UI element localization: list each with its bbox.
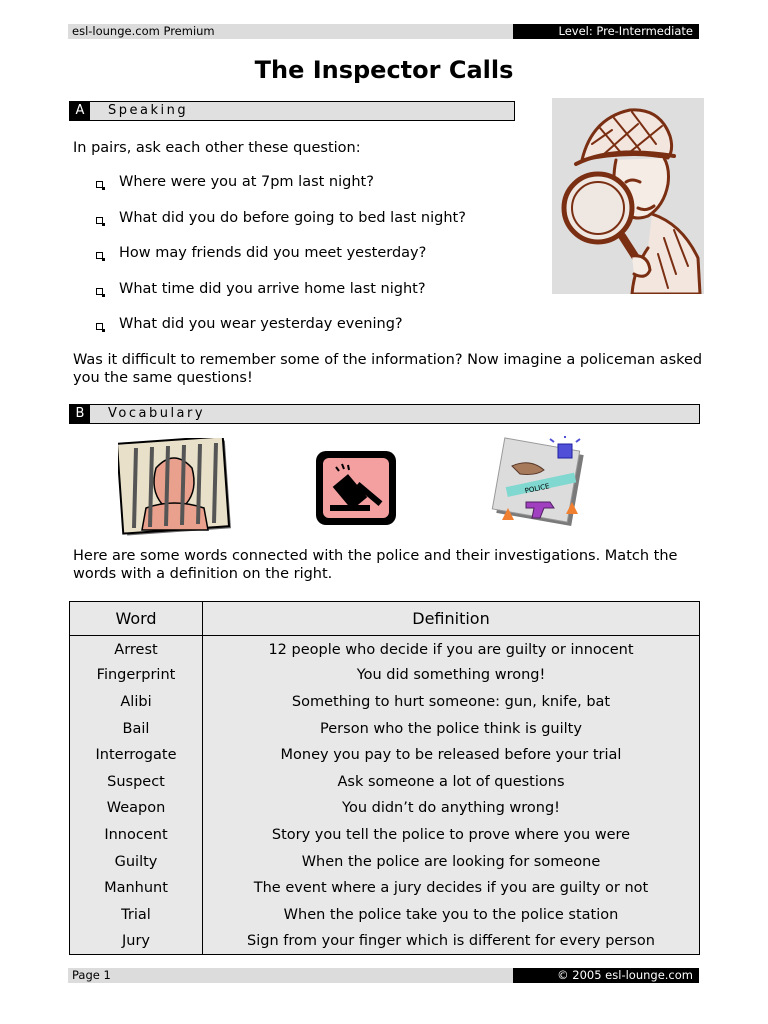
vocabulary-instructions: Here are some words connected with the police and their investigations. Match the words with a definition on the right. [73,548,678,582]
checkbox-bullet-icon [96,323,103,330]
definition-cell: You did something wrong! [203,662,700,689]
definition-cell: Sign from your finger which is different for every person [203,928,700,955]
word-cell: Trial [70,901,203,928]
header-brand: esl-lounge.com Premium [68,24,513,39]
table-row [70,822,700,849]
question-text: What did you wear yesterday evening? [119,316,403,332]
section-b-header [69,404,700,424]
page-number: Page 1 [68,968,513,983]
list-item [96,174,466,210]
word-cell: Fingerprint [70,662,203,689]
word-cell: Alibi [70,689,203,716]
definition-cell: Something to hurt someone: gun, knife, bat [203,689,700,716]
table-row [70,795,700,822]
checkbox-bullet-icon [96,217,103,224]
page-title: The Inspector Calls [254,56,514,84]
gavel-icon [312,447,400,529]
table-row [70,928,700,955]
question-text: What time did you arrive home last night? [119,280,426,297]
word-cell: Jury [70,928,203,955]
list-item [96,210,466,246]
question-text: Where were you at 7pm last night? [119,174,374,190]
word-cell: Manhunt [70,875,203,902]
definition-cell: When the police are looking for someone [203,848,700,875]
definition-cell: The event where a jury decides if you are guilty or not [203,875,700,902]
column-header-definition: Definition [203,602,700,636]
definition-cell: Money you pay to be released before your trial [203,742,700,769]
definition-cell: When the police take you to the police station [203,901,700,928]
prisoner-clipart [118,438,233,538]
table-row [70,768,700,795]
detective-icon [552,98,704,294]
word-cell: Suspect [70,768,203,795]
gavel-clipart [312,447,400,529]
checkbox-bullet-icon [96,181,103,188]
definition-cell: Ask someone a lot of questions [203,768,700,795]
section-a-name: Speaking [90,102,514,120]
copyright: © 2005 esl-lounge.com [513,968,699,983]
table-row [70,636,700,663]
table-row [70,662,700,689]
table-row [70,875,700,902]
vocabulary-table [69,601,700,955]
police-scene-clipart [490,436,585,531]
table-row [70,689,700,716]
definition-cell: You didn’t do anything wrong! [203,795,700,822]
speaking-closing: Was it difficult to remember some of the information? Now imagine a policeman asked you the same questions! [73,352,703,386]
word-cell: Weapon [70,795,203,822]
section-b-name: Vocabulary [90,405,699,423]
speaking-intro: In pairs, ask each other these question: [73,140,361,156]
question-list [96,174,466,352]
question-text: What did you do before going to bed last night? [119,209,466,226]
list-item [96,245,466,281]
section-b-letter: B [70,405,90,423]
definition-cell: 12 people who decide if you are guilty or innocent [203,636,700,663]
checkbox-bullet-icon [96,252,103,259]
word-cell: Arrest [70,636,203,663]
inspector-clipart [552,98,704,294]
police-scene-icon [490,436,585,531]
word-cell: Guilty [70,848,203,875]
table-row [70,715,700,742]
table-row [70,901,700,928]
list-item [96,281,466,317]
table-header-row [70,602,700,636]
police-tape-label: POLICE [524,482,551,496]
list-item [96,316,466,352]
header-level: Level: Pre-Intermediate [513,24,699,39]
section-a-header [69,101,515,121]
section-a-letter: A [70,102,90,120]
checkbox-bullet-icon [96,288,103,295]
definition-cell: Story you tell the police to prove where you were [203,822,700,849]
word-cell: Innocent [70,822,203,849]
prison-bars-icon [118,438,233,538]
column-header-word: Word [70,602,203,636]
word-cell: Interrogate [70,742,203,769]
table-row [70,742,700,769]
page-footer [68,968,699,983]
page-header [68,24,699,39]
question-text: How may friends did you meet yesterday? [119,245,427,261]
word-cell: Bail [70,715,203,742]
table-row [70,848,700,875]
definition-cell: Person who the police think is guilty [203,715,700,742]
